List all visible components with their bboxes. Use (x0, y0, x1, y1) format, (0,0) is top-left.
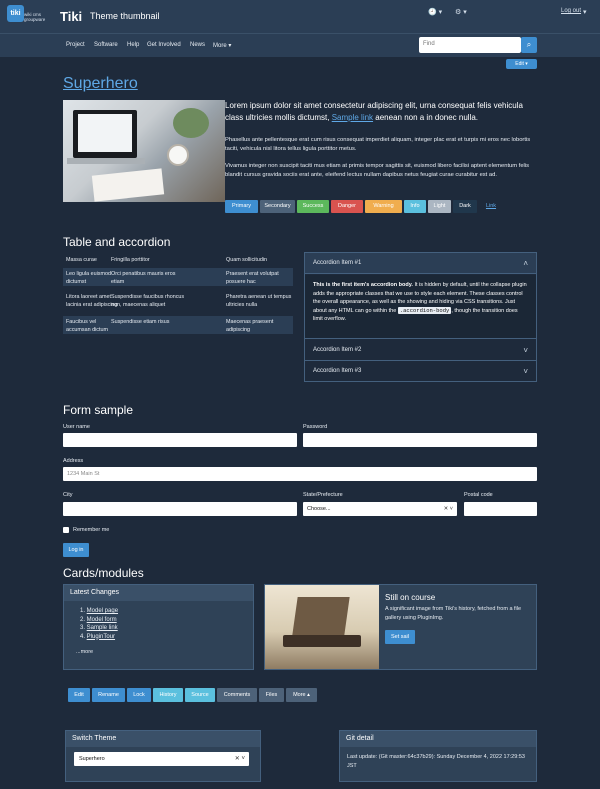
hero-paragraph-2: Vivamus integer non suscipit taciti mus etiam at primis tempor sagittis sit, euismod libero facilisi aptent elementum felis blandit cursus gravida sociis erat ante, eleifend lectus nullam dapibus netus feugiat curae curabitur est ad. (225, 163, 530, 178)
table-cell: Suspendisse faucibus rhoncus non, maecenas aliquet (111, 294, 185, 308)
list-item: 2. Model form (80, 616, 117, 623)
brand-title: Tiki (60, 9, 83, 24)
latest-changes-title: Latest Changes (64, 585, 253, 601)
latest-link[interactable]: Sample link (86, 625, 118, 631)
table-cell: Praesent erat volutpat posuere hac (226, 271, 279, 285)
chevron-up-icon: ˄ (523, 259, 528, 268)
course-card-title: Still on course (385, 593, 436, 602)
page-title[interactable]: Superhero (63, 75, 138, 92)
form-section-title: Form sample (63, 403, 134, 417)
table-header-cell: Quam sollicitudin (226, 257, 268, 263)
table-cell: Orci penatibus mauris eros etiam (111, 271, 176, 285)
plant-shape (173, 108, 209, 138)
secondary-button[interactable]: Secondary (260, 200, 295, 213)
switch-theme-title: Switch Theme (66, 731, 260, 747)
top-bar (0, 0, 600, 33)
accordion-item-2[interactable]: Accordion Item #2 ˅ (305, 340, 536, 361)
nav-item-project[interactable]: Project (66, 42, 85, 48)
table-row (63, 316, 293, 334)
link-button[interactable]: Link (485, 203, 497, 209)
edit-tag[interactable]: Edit ▾ (506, 59, 537, 69)
table-cell: Faucibus vel accumsan dictum (66, 319, 108, 333)
primary-button[interactable]: Primary (225, 200, 258, 213)
sample-link[interactable]: Sample link (331, 113, 374, 122)
light-button[interactable]: Light (428, 200, 451, 213)
accordion-item-1[interactable]: Accordion Item #1 ˄ (305, 253, 536, 274)
list-item: 3. Sample link (80, 625, 118, 631)
table-header-cell: Fringilla porttitor (111, 257, 150, 263)
table-header-cell: Massa curae (66, 257, 97, 263)
latest-changes-list (80, 607, 118, 641)
logo-subtitle: wiki cms groupware (24, 12, 46, 22)
hero-paragraph-1: Phasellus ante pellentesque erat cum risus consequat imperdiet aliquam, integer plac erat et turpis mi eros nec lobortis taciti, vehicula nisl litora tellus ligula porttitor metus. (225, 137, 531, 152)
ship-hull-shape (283, 635, 361, 647)
nav-item-software[interactable]: Software (94, 42, 118, 48)
nav-item-more[interactable]: More ▾ (213, 43, 232, 49)
clear-and-chevron-icon[interactable]: ✕ ˅ (234, 756, 245, 762)
git-detail-title: Git detail (340, 731, 536, 747)
search-input[interactable]: Find (419, 37, 521, 53)
history-button[interactable]: History (153, 688, 183, 702)
latest-link[interactable]: Model form (86, 616, 117, 623)
nav-item-get-involved[interactable]: Get Involved (147, 42, 181, 48)
postal-input[interactable] (464, 502, 537, 516)
address-input[interactable]: 1234 Main St (63, 467, 537, 481)
latest-link[interactable]: Model page (86, 608, 119, 614)
table-cell: Litora laoreet amet lacinia erat adipiscing (66, 294, 118, 308)
logout-link[interactable]: Log out (561, 8, 582, 14)
login-button[interactable]: Log in (63, 543, 89, 557)
source-button[interactable]: Source (185, 688, 215, 702)
site-logo[interactable]: tiki (7, 5, 24, 22)
table-section-title: Table and accordion (63, 235, 171, 249)
user-name-label: User name (63, 424, 90, 430)
theme-select[interactable]: Superhero ✕ ˅ (74, 752, 249, 766)
chevron-down-icon[interactable]: ▾ (583, 9, 587, 16)
password-label: Password (303, 424, 328, 430)
git-detail-text: Last update: (Git master:64c37b29): Sunday December 4, 2022 17:29:53 JST (347, 754, 525, 769)
lock-button[interactable]: Lock (127, 688, 151, 702)
course-card (264, 584, 537, 670)
hero-image (63, 100, 225, 202)
danger-button[interactable]: Danger (331, 200, 363, 213)
info-button[interactable]: Info (404, 200, 426, 213)
cards-section-title: Cards/modules (63, 566, 144, 580)
rename-button[interactable]: Rename (92, 688, 125, 702)
address-label: Address (63, 458, 84, 464)
password-input[interactable] (303, 433, 537, 447)
files-button[interactable]: Files (259, 688, 284, 702)
city-input[interactable] (63, 502, 297, 516)
ship-image (265, 585, 379, 669)
accordion-body: This is the first item's accordion body. It is hidden by default, until the collapse plugin adds the appropriate classes that we use to style each element. These classes control the overall appearance, as well as the showing and hiding via CSS transitions. Just about any HTML can go within the .accordion-body , though the transition does limit overflow. (305, 275, 536, 339)
remember-label: Remember me (73, 527, 110, 533)
chevron-down-icon: ˅ (523, 367, 528, 376)
search-icon[interactable]: ⌕ (521, 37, 537, 53)
cup-shape (167, 144, 189, 166)
table-row (63, 268, 293, 286)
table-cell: Maecenas praesent adipiscing (226, 319, 274, 333)
set-sail-button[interactable]: Set sail (385, 630, 415, 644)
laptop-screen (78, 114, 132, 152)
city-label: City (63, 492, 73, 498)
list-item: 1. Model page (80, 608, 119, 614)
inline-code: .accordion-body (399, 306, 450, 314)
user-name-input[interactable] (63, 433, 297, 447)
remember-checkbox[interactable] (63, 527, 69, 533)
site-subtitle: Theme thumbnail (90, 11, 160, 21)
clock-icon[interactable]: 🕘 ▾ (428, 9, 443, 16)
state-select[interactable]: Choose... ✕ ˅ (303, 502, 457, 516)
clear-and-chevron-icon[interactable]: ✕ ˅ (443, 506, 453, 512)
edit-button[interactable]: Edit (68, 688, 90, 702)
accordion (304, 252, 537, 382)
table-cell: Pharetra aenean ut tempus ultricies nulla (226, 294, 292, 308)
book-shape (92, 168, 164, 201)
postal-label: Postal code (464, 492, 493, 498)
warning-button[interactable]: Warning (365, 200, 402, 213)
course-card-text: A significant image from Tiki's history, fetched from a file gallery using PluginImg. (385, 606, 522, 621)
success-button[interactable]: Success (297, 200, 329, 213)
dark-button[interactable]: Dark (453, 200, 477, 213)
accordion-item-3[interactable]: Accordion Item #3 ˅ (305, 361, 536, 382)
nav-item-help[interactable]: Help (127, 42, 140, 48)
hero-lead: Lorem ipsum dolor sit amet consectetur adipiscing elit, urna consequat felis vehicula class ultricies mollis dictumst, Sample link aenean non a in donec nulla. (225, 101, 523, 122)
more-button[interactable]: More ▴ (286, 688, 317, 702)
gear-icon[interactable]: ⚙ ▾ (455, 9, 467, 16)
table-row (63, 293, 293, 311)
comments-button[interactable]: Comments (217, 688, 257, 702)
laptop-base (67, 158, 145, 164)
list-item: 4. PluginTour (80, 633, 116, 640)
latest-link[interactable]: PluginTour (86, 633, 116, 640)
state-label: State/Prefecture (303, 492, 343, 498)
more-link[interactable]: ...more (76, 649, 94, 655)
ship-sail-shape (292, 597, 349, 635)
table-cell: Leo ligula euismod dictumst (66, 271, 111, 285)
latest-changes-card (63, 584, 254, 670)
nav-item-news[interactable]: News (190, 42, 206, 48)
table-cell: Suspendisse etiam risus (111, 319, 170, 325)
chevron-down-icon: ˅ (523, 346, 528, 355)
